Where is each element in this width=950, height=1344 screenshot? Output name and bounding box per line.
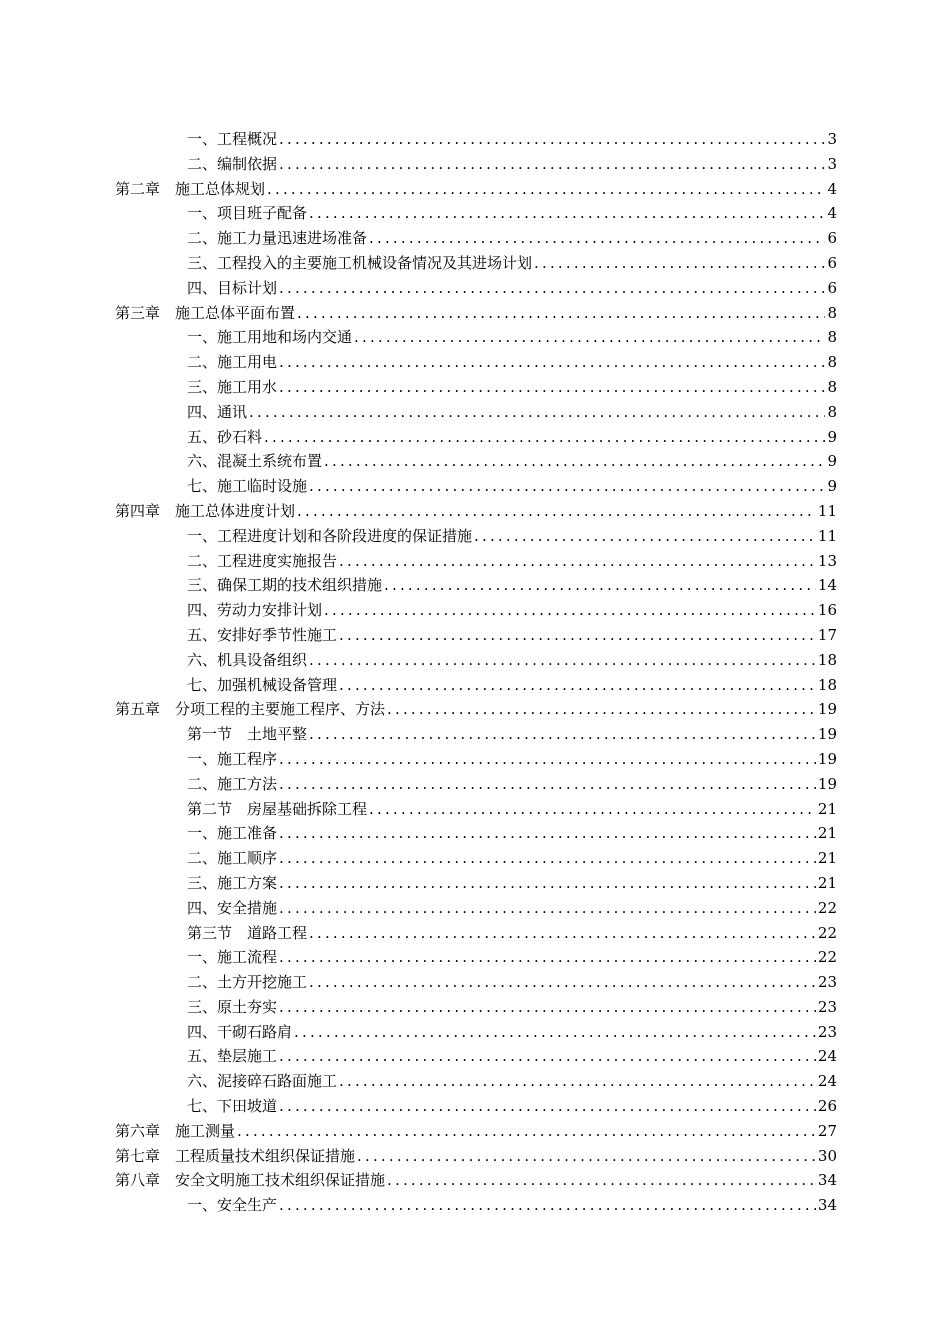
toc-entry-title: 二、施工力量迅速进场准备 xyxy=(187,229,368,248)
toc-dot-leader xyxy=(309,722,816,747)
toc-entry[interactable] xyxy=(115,598,837,623)
toc-entry-title: 三、施工方案 xyxy=(187,873,278,892)
toc-entry[interactable] xyxy=(115,549,837,574)
toc-dot-leader xyxy=(279,350,825,375)
toc-entry-page-number: 21 xyxy=(817,873,837,892)
toc-entry[interactable] xyxy=(115,673,837,698)
toc-dot-leader xyxy=(357,1144,816,1169)
toc-entry[interactable] xyxy=(115,896,837,921)
toc-entry-title: 七、施工临时设施 xyxy=(187,477,308,496)
toc-entry-title: 五、砂石料 xyxy=(187,427,263,446)
toc-entry-page-number: 16 xyxy=(817,601,837,620)
toc-entry-page-number: 19 xyxy=(817,774,837,793)
toc-entry-page-number: 34 xyxy=(817,1171,837,1190)
toc-entry-title: 三、施工用水 xyxy=(187,377,278,396)
toc-entry-page-number: 23 xyxy=(817,1022,837,1041)
toc-entry-page-number: 18 xyxy=(817,650,837,669)
toc-entry-page-number: 21 xyxy=(817,824,837,843)
toc-entry-page-number: 6 xyxy=(827,253,837,272)
toc-entry[interactable] xyxy=(115,350,837,375)
toc-entry-title: 一、施工流程 xyxy=(187,948,278,967)
toc-entry-page-number: 23 xyxy=(817,973,837,992)
toc-entry-title: 七、下田坡道 xyxy=(187,1097,278,1116)
table-of-contents xyxy=(115,127,837,1218)
toc-entry-page-number: 22 xyxy=(817,923,837,942)
toc-entry-title: 六、混凝土系统布置 xyxy=(187,452,323,471)
toc-entry-page-number: 9 xyxy=(827,427,837,446)
toc-entry[interactable] xyxy=(115,1020,837,1045)
toc-entry-title: 一、工程概况 xyxy=(187,130,278,148)
toc-entry-title: 四、目标计划 xyxy=(187,278,278,297)
toc-dot-leader xyxy=(534,251,825,276)
toc-entry-page-number: 30 xyxy=(817,1146,837,1165)
toc-entry-page-number: 27 xyxy=(817,1121,837,1140)
toc-entry-page-number: 21 xyxy=(817,799,837,818)
toc-entry-title: 四、安全措施 xyxy=(187,898,278,917)
toc-entry[interactable] xyxy=(115,276,837,301)
toc-entry-page-number: 11 xyxy=(817,501,837,520)
toc-entry-title: 四、通讯 xyxy=(187,402,248,421)
toc-dot-leader xyxy=(279,821,816,846)
toc-entry-title: 第三节 道路工程 xyxy=(187,923,308,942)
toc-entry[interactable] xyxy=(115,945,837,970)
toc-entry[interactable] xyxy=(115,325,837,350)
toc-entry-title: 第二章 施工总体规划 xyxy=(115,179,266,198)
toc-dot-leader xyxy=(339,549,816,574)
toc-entry[interactable] xyxy=(115,772,837,797)
toc-entry[interactable] xyxy=(115,871,837,896)
toc-entry-page-number: 8 xyxy=(827,377,837,396)
toc-entry-page-number: 4 xyxy=(827,204,837,223)
toc-dot-leader xyxy=(267,177,825,202)
toc-entry-page-number: 14 xyxy=(817,576,837,595)
toc-entry-title: 六、机具设备组织 xyxy=(187,650,308,669)
toc-dot-leader xyxy=(279,945,816,970)
toc-entry-page-number: 26 xyxy=(817,1097,837,1116)
toc-dot-leader xyxy=(339,623,816,648)
toc-entry[interactable] xyxy=(115,797,837,822)
toc-entry[interactable] xyxy=(115,573,837,598)
toc-entry-title: 一、项目班子配备 xyxy=(187,204,308,223)
toc-entry-page-number: 11 xyxy=(817,526,837,545)
toc-dot-leader xyxy=(279,747,816,772)
toc-entry-title: 一、工程进度计划和各阶段进度的保证措施 xyxy=(187,526,473,545)
toc-entry-title: 第六章 施工测量 xyxy=(115,1121,236,1140)
toc-entry[interactable] xyxy=(115,251,837,276)
toc-entry[interactable] xyxy=(115,995,837,1020)
toc-entry-title: 六、泥接碎石路面施工 xyxy=(187,1072,338,1091)
toc-entry-page-number: 24 xyxy=(817,1047,837,1066)
toc-entry[interactable] xyxy=(115,425,837,450)
toc-entry-page-number: 19 xyxy=(817,749,837,768)
toc-dot-leader xyxy=(279,896,816,921)
toc-entry[interactable] xyxy=(115,1094,837,1119)
toc-dot-leader xyxy=(339,673,816,698)
toc-entry-title: 三、确保工期的技术组织措施 xyxy=(187,576,383,595)
toc-entry-page-number: 6 xyxy=(827,229,837,248)
toc-dot-leader xyxy=(249,400,825,425)
toc-entry[interactable] xyxy=(115,648,837,673)
toc-dot-leader xyxy=(264,425,825,450)
toc-entry[interactable] xyxy=(115,474,837,499)
toc-entry-title: 二、土方开挖施工 xyxy=(187,973,308,992)
toc-entry-title: 一、安全生产 xyxy=(187,1196,278,1215)
toc-entry[interactable] xyxy=(115,524,837,549)
toc-dot-leader xyxy=(309,921,816,946)
toc-entry[interactable] xyxy=(115,449,837,474)
toc-entry-page-number: 19 xyxy=(817,700,837,719)
toc-entry-title: 五、安排好季节性施工 xyxy=(187,625,338,644)
toc-entry-page-number: 21 xyxy=(817,849,837,868)
toc-entry[interactable] xyxy=(115,1193,837,1218)
toc-entry-title: 第七章 工程质量技术组织保证措施 xyxy=(115,1146,356,1165)
toc-entry-page-number: 23 xyxy=(817,997,837,1016)
toc-dot-leader xyxy=(279,871,816,896)
toc-entry-page-number: 4 xyxy=(827,179,837,198)
toc-entry[interactable] xyxy=(115,226,837,251)
toc-entry-title: 四、劳动力安排计划 xyxy=(187,601,323,620)
toc-dot-leader xyxy=(279,772,816,797)
toc-entry-page-number: 3 xyxy=(827,130,837,148)
toc-entry-title: 一、施工准备 xyxy=(187,824,278,843)
toc-dot-leader xyxy=(294,1020,816,1045)
toc-entry[interactable] xyxy=(115,970,837,995)
toc-dot-leader xyxy=(279,1094,816,1119)
toc-dot-leader xyxy=(279,995,816,1020)
toc-dot-leader xyxy=(324,449,825,474)
toc-entry-title: 第二节 房屋基础拆除工程 xyxy=(187,799,368,818)
toc-entry-page-number: 17 xyxy=(817,625,837,644)
toc-entry-title: 第三章 施工总体平面布置 xyxy=(115,303,296,322)
toc-entry-page-number: 8 xyxy=(827,353,837,372)
toc-entry-title: 第一节 土地平整 xyxy=(187,725,308,744)
toc-entry[interactable] xyxy=(115,747,837,772)
toc-entry-title: 二、施工方法 xyxy=(187,774,278,793)
toc-entry[interactable] xyxy=(115,846,837,871)
toc-entry-title: 第八章 安全文明施工技术组织保证措施 xyxy=(115,1171,386,1190)
toc-entry-title: 二、施工用电 xyxy=(187,353,278,372)
toc-dot-leader xyxy=(279,1193,816,1218)
toc-dot-leader xyxy=(297,301,825,326)
toc-entry-title: 第五章 分项工程的主要施工程序、方法 xyxy=(115,700,386,719)
toc-dot-leader xyxy=(309,201,825,226)
toc-dot-leader xyxy=(309,648,816,673)
toc-entry-page-number: 9 xyxy=(827,477,837,496)
toc-entry-title: 三、工程投入的主要施工机械设备情况及其进场计划 xyxy=(187,253,533,272)
toc-entry-title: 二、编制依据 xyxy=(187,154,278,173)
toc-entry-page-number: 8 xyxy=(827,402,837,421)
toc-entry-title: 一、施工用地和场内交通 xyxy=(187,328,353,347)
toc-entry-page-number: 24 xyxy=(817,1072,837,1091)
toc-entry-title: 七、加强机械设备管理 xyxy=(187,675,338,694)
toc-entry-title: 五、垫层施工 xyxy=(187,1047,278,1066)
toc-dot-leader xyxy=(387,697,816,722)
toc-entry-page-number: 18 xyxy=(817,675,837,694)
toc-dot-leader xyxy=(279,152,825,177)
toc-dot-leader xyxy=(279,846,816,871)
toc-dot-leader xyxy=(279,276,825,301)
toc-entry[interactable] xyxy=(115,1069,837,1094)
toc-entry-page-number: 3 xyxy=(827,154,837,173)
toc-entry[interactable] xyxy=(115,400,837,425)
toc-dot-leader xyxy=(279,1044,816,1069)
toc-dot-leader xyxy=(297,499,816,524)
toc-entry[interactable] xyxy=(115,722,837,747)
toc-dot-leader xyxy=(369,797,816,822)
toc-entry[interactable] xyxy=(115,201,837,226)
toc-entry[interactable] xyxy=(115,499,837,524)
toc-entry-page-number: 9 xyxy=(827,452,837,471)
toc-entry-page-number: 22 xyxy=(817,948,837,967)
toc-entry-page-number: 8 xyxy=(827,303,837,322)
toc-entry[interactable] xyxy=(115,127,837,152)
toc-dot-leader xyxy=(339,1069,816,1094)
toc-entry-title: 二、施工顺序 xyxy=(187,849,278,868)
toc-dot-leader xyxy=(279,127,825,152)
toc-entry[interactable] xyxy=(115,1144,837,1169)
toc-entry[interactable] xyxy=(115,697,837,722)
toc-dot-leader xyxy=(324,598,816,623)
toc-entry-page-number: 13 xyxy=(817,551,837,570)
toc-entry[interactable] xyxy=(115,623,837,648)
toc-dot-leader xyxy=(237,1119,816,1144)
toc-entry[interactable] xyxy=(115,1119,837,1144)
toc-entry[interactable] xyxy=(115,1044,837,1069)
toc-dot-leader xyxy=(354,325,825,350)
toc-dot-leader xyxy=(369,226,825,251)
toc-dot-leader xyxy=(279,375,825,400)
toc-entry-title: 二、工程进度实施报告 xyxy=(187,551,338,570)
toc-entry-page-number: 34 xyxy=(817,1196,837,1215)
toc-dot-leader xyxy=(309,474,825,499)
toc-entry[interactable] xyxy=(115,152,837,177)
toc-dot-leader xyxy=(387,1168,816,1193)
toc-entry-page-number: 22 xyxy=(817,898,837,917)
toc-entry[interactable] xyxy=(115,375,837,400)
toc-entry[interactable] xyxy=(115,301,837,326)
toc-entry-page-number: 6 xyxy=(827,278,837,297)
toc-entry[interactable] xyxy=(115,921,837,946)
toc-entry[interactable] xyxy=(115,177,837,202)
toc-dot-leader xyxy=(309,970,816,995)
toc-entry-title: 一、施工程序 xyxy=(187,749,278,768)
toc-entry-title: 三、原土夯实 xyxy=(187,997,278,1016)
toc-entry-page-number: 19 xyxy=(817,725,837,744)
toc-dot-leader xyxy=(384,573,816,598)
toc-entry[interactable] xyxy=(115,821,837,846)
toc-entry-title: 四、干砌石路肩 xyxy=(187,1022,293,1041)
toc-entry-page-number: 8 xyxy=(827,328,837,347)
toc-entry-title: 第四章 施工总体进度计划 xyxy=(115,501,296,520)
toc-entry[interactable] xyxy=(115,1168,837,1193)
toc-dot-leader xyxy=(474,524,816,549)
